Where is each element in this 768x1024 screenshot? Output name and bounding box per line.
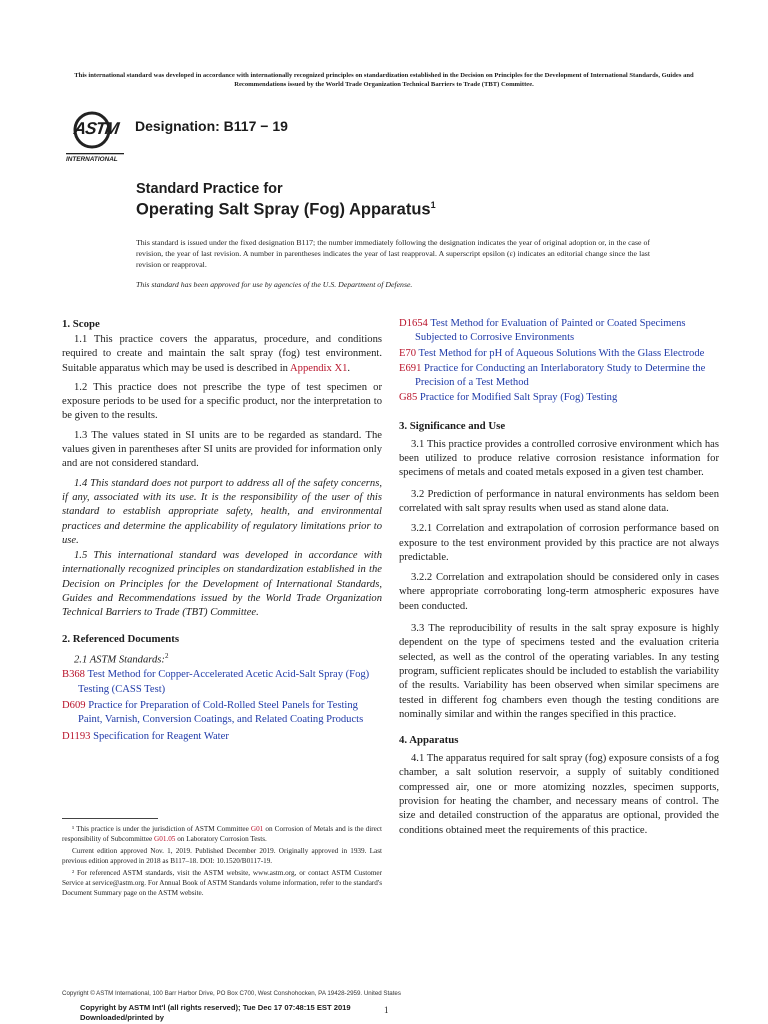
footer-downloaded: Downloaded/printed by (80, 1013, 164, 1022)
footnote-2: ² For referenced ASTM standards, visit the ASTM website, www.astm.org, or contact ASTM Customer Service at service@astm.org. For Annual Book of ASTM Standards volume information, refer to the standard's Document Summary page on the ASTM website. (62, 869, 382, 897)
para-1-3: 1.3 The values stated in SI units are to be regarded as standard. The values given in parentheses after SI units are provided for information only and are not considered standard. (62, 429, 382, 470)
appendix-link[interactable]: Appendix X1 (290, 362, 348, 374)
footnotes (62, 825, 382, 898)
right-column (399, 317, 719, 838)
approved-note: This standard has been approved for use by agencies of the U.S. Department of Defense. (136, 280, 413, 289)
para-1-4: 1.4 This standard does not purport to address all of the safety concerns, if any, associated with its use. It is the responsibility of the user of this standard to establish appropriate safety, health, and environmental practices and determine the applicability of regulatory limitations prior to use. (62, 477, 382, 546)
section-2-title: 2. Referenced Documents (62, 632, 180, 645)
footnote-1: ¹ This practice is under the jurisdiction of ASTM Committee G01 on Corrosion of Metals and is the direct responsibility of Subcommittee G01.05 on Laboratory Corrosion Tests. (62, 825, 382, 843)
para-1-1: 1.1 This practice covers the apparatus, procedure, and conditions required to create and maintain the salt spray (fog) test environment. Suitable apparatus which may be used is described in Appendix X1. (62, 334, 382, 374)
header-notice: This international standard was developed in accordance with internationally recognized principles on standardization established in the Decision on Principles for the Development of International Standards, Guides and Recommendations issued by the World Trade Organization Technical Barriers to Trade (TBT) Committee. (74, 72, 694, 88)
para-1-2: 1.2 This practice does not prescribe the type of test specimen or exposure periods to be used for a specific product, nor the interpretation to be given to the results. (62, 381, 382, 422)
ref-d609[interactable]: D609 Practice for Preparation of Cold-Rolled Steel Panels for Testing Paint, Varnish, Conversion Coatings, and Related Coating Products (62, 700, 364, 726)
section-3-title: 3. Significance and Use (399, 419, 506, 432)
footnote-1-edition: Current edition approved Nov. 1, 2019. Published December 2019. Originally approved in 1939. Last previous edition approved in 2018 as B117–18. DOI: 10.1520/B0117-19. (62, 847, 382, 865)
ref-d1654[interactable]: D1654 Test Method for Evaluation of Painted or Coated Specimens Subjected to Corrosive Environments (399, 318, 686, 344)
section-4-title: 4. Apparatus (399, 734, 459, 747)
para-3-2: 3.2 Prediction of performance in natural environments has seldom been correlated with salt spray results when used as stand alone data. (399, 488, 719, 514)
para-2-1: 2.1 ASTM Standards:$^2$ (74, 651, 169, 666)
ref-e70[interactable]: E70 Test Method for pH of Aqueous Solutions With the Glass Electrode (399, 347, 705, 359)
para-3-1: 3.1 This practice provides a controlled corrosive environment which has been utilized to produce relative corrosion resistance information for specimens of metals and coated metals exposed in a given test chamber. (399, 438, 719, 479)
section-1-title: 1. Scope (62, 318, 100, 330)
left-column (62, 318, 382, 744)
title-line1: Standard Practice for (136, 181, 283, 197)
designation: Designation: B117 − 19 (135, 118, 288, 134)
page-number: 1 (384, 1005, 389, 1015)
title-main: Operating Salt Spray (Fog) Apparatus (136, 200, 431, 219)
para-3-3: 3.3 The reproducibility of results in the salt spray exposure is highly dependent on the type of specimens tested and the evaluation criteria selected, as well as the control of the operating variables. In any testing program, sufficient replicates should be included to establish the variability of the results. Variability has been observed when similar specimens are tested in different fog chambers even though the testing conditions are nominally similar and within the ranges specified in this practice. (399, 623, 719, 720)
issued-note: This standard is issued under the fixed designation B117; the number immediately following the designation indicates the year of original adoption or, in the case of revision, the year of last revision. A number in parentheses indicates the year of last reapproval. A superscript epsilon (ε) indicates an editorial change since the last revision or reapproval. (136, 238, 650, 269)
ref-e691[interactable]: E691 Practice for Conducting an Interlaboratory Study to Determine the Precision of a Test Method (399, 362, 706, 389)
logo-subtext: INTERNATIONAL (66, 156, 118, 163)
title-footnote-marker: 1 (430, 200, 436, 210)
para-4-1: 4.1 The apparatus required for salt spray (fog) exposure consists of a fog chamber, a salt solution reservoir, a supply of suitably conditioned compressed air, one or more atomizing nozzles, specimen supports, provision for heating the chamber, and necessary means of control. The size and detailed construction of the apparatus are optional, provided the conditions obtained meet the requirements of this practice. (399, 753, 719, 836)
footer-copyright: Copyright by ASTM Int'l (all rights reserved); Tue Dec 17 07:48:15 EST 2019 (80, 1003, 351, 1012)
footnote-rule (62, 818, 158, 819)
footer-address: Copyright © ASTM International, 100 Barr Harbor Drive, PO Box C700, West Conshohocken, PA 19428-2959. United States (62, 990, 401, 997)
para-1-5: 1.5 This international standard was developed in accordance with internationally recognized principles on standardization established in the Decision on Principles for the Development of International Standards, Guides and Recommendations issued by the World Trade Organization Technical Barriers to Trade (TBT) Committee. (62, 550, 382, 619)
para-3-2-1: 3.2.1 Correlation and extrapolation of corrosion performance based on exposure to the test environment provided by this practice are not always predictable. (399, 523, 719, 563)
logo-text: ASTM (72, 119, 120, 138)
astm-logo (62, 106, 130, 166)
para-3-2-2: 3.2.2 Correlation and extrapolation should be considered only in cases where appropriate corroborating long-term atmospheric exposures have been conducted. (399, 572, 719, 612)
ref-b368[interactable]: B368 Test Method for Copper-Accelerated Acetic Acid-Salt Spray (Fog) Testing (CASS Test) (62, 669, 370, 695)
ref-g85[interactable]: G85 Practice for Modified Salt Spray (Fog) Testing (399, 392, 618, 404)
title-line2 (136, 200, 436, 220)
ref-d1193[interactable]: D1193 Specification for Reagent Water (62, 730, 229, 742)
